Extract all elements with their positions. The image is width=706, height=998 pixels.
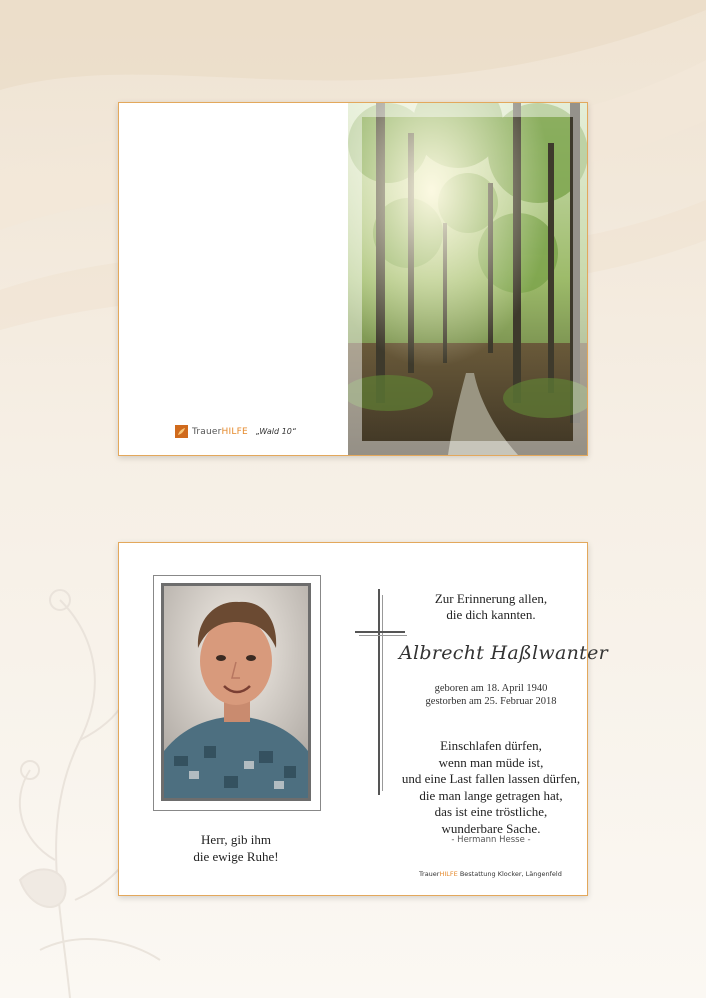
poem-line-4: die man lange getragen hat, [419,787,563,803]
deceased-name: Albrecht Haßlwanter [399,642,608,664]
footer-brand-part2: HILFE [439,870,458,878]
card-front [118,102,588,456]
portrait-frame [153,575,321,811]
poem-line-3: und eine Last fallen lassen dürfen, [401,771,581,786]
footer-brand-part1: Trauer [419,870,440,878]
poem [399,738,583,837]
prayer-line-2: die ewige Ruhe! [193,849,279,864]
forest-photo [348,103,587,455]
brand-name-part2: HILFE [221,426,248,437]
poem-line-5: das ist eine tröstliche, [434,804,548,819]
brand-logo-icon [175,425,188,438]
portrait-image [164,586,308,798]
death-date: gestorben am 25. Februar 2018 [425,696,557,707]
card-footer [419,870,562,878]
life-dates [399,682,583,708]
prayer-text [153,831,319,865]
footer-undertaker: Bestattung Klocker, Längenfeld [457,870,562,878]
card-inside [118,542,608,896]
brand-name-part1: Trauer [192,426,222,437]
design-name: „Wald 10“ [255,427,296,436]
brand-logo-block [175,425,296,438]
birth-date: geboren am 18. April 1940 [434,683,548,694]
memorial-intro [399,591,583,623]
poem-author: - Hermann Hesse - [451,835,531,845]
portrait-photo [161,583,311,801]
poem-line-2: wenn man müde ist, [438,754,544,770]
intro-line-2: die dich kannten. [446,607,536,622]
poem-line-6: wunderbare Sache. [441,820,541,836]
poem-line-1: Einschlafen dürfen, [440,738,542,753]
prayer-line-1: Herr, gib ihm [201,832,271,847]
intro-line-1: Zur Erinnerung allen, [434,591,548,606]
